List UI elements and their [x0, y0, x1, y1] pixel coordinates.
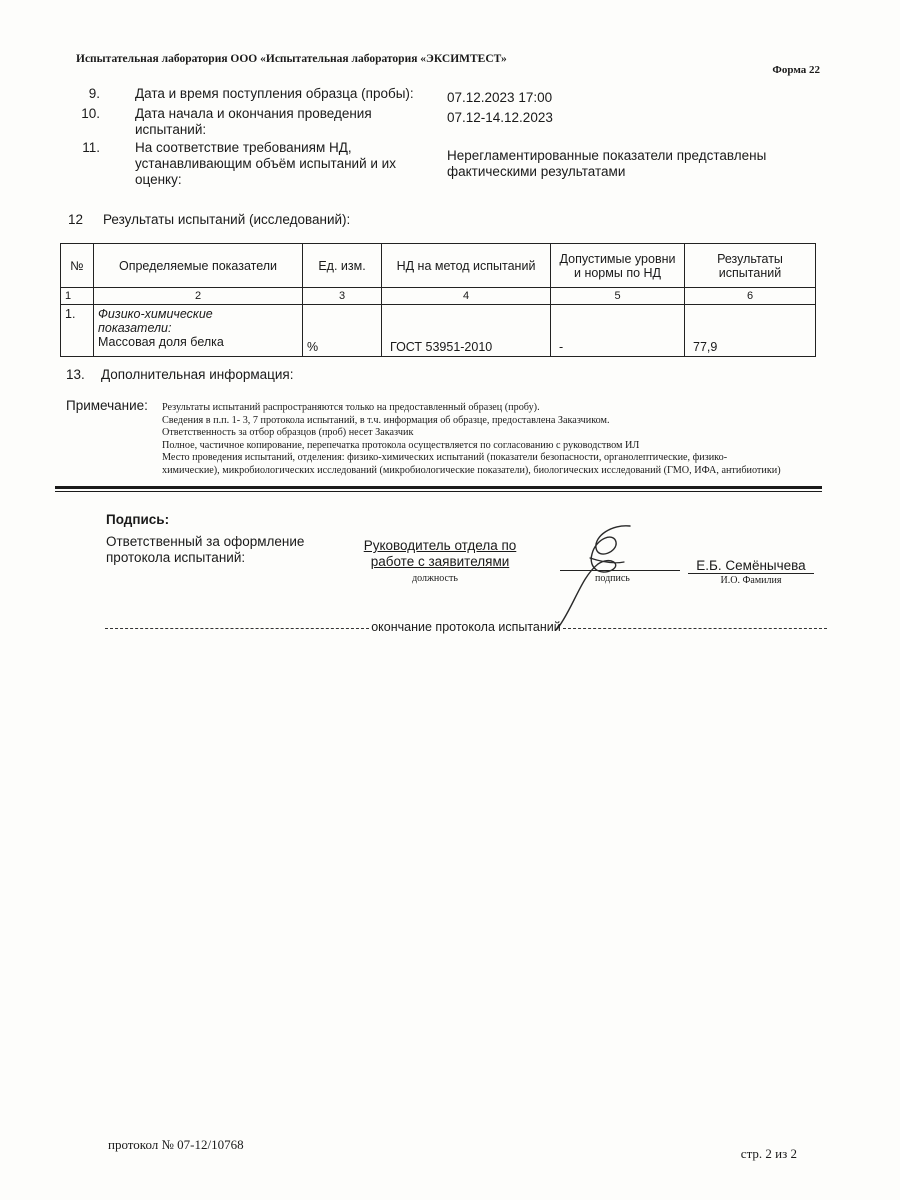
row-number: 1. [61, 305, 94, 357]
lab-header: Испытательная лаборатория ООО «Испытательная лаборатория «ЭКСИМТЕСТ» [76, 53, 507, 65]
item-9-value: 07.12.2023 17:00 [447, 90, 553, 105]
additional-number: 13. [66, 367, 85, 382]
item-number: 9. [88, 86, 100, 101]
end-text: окончание протокола испытаний [371, 620, 561, 634]
position-value: Руководитель отдела по работе с заявителями [363, 538, 517, 569]
header-cell: № [61, 244, 94, 288]
header-cell: Определяемые показатели [94, 244, 303, 288]
item-label: Дата начала и окончания проведения испытаний: [135, 106, 372, 137]
note-line: Сведения в п.п. 1- 3, 7 протокола испытаний, в т.ч. информация об образце, предоставлена Заказчиком. [162, 414, 610, 426]
item-number: 11. [82, 140, 100, 155]
signature-caption: подпись [595, 573, 630, 584]
signature-title: Подпись: [106, 512, 170, 527]
form-number: Форма 22 [772, 64, 820, 76]
name-line [688, 573, 814, 574]
divider [55, 491, 822, 492]
item-9 [88, 86, 430, 102]
results-number: 12 [68, 212, 84, 227]
colnum-cell: 1 [61, 288, 94, 305]
row-method: ГОСТ 53951-2010 [382, 305, 551, 357]
note-label: Примечание: [66, 398, 148, 413]
colnum-cell: 2 [94, 288, 303, 305]
row-result: 77,9 [685, 305, 816, 357]
note-line: Результаты испытаний распространяются только на предоставленный образец (пробу). [162, 402, 540, 413]
note-line: Полное, частичное копирование, перепечатка протокола осуществляется по согласованию с руководством ИЛ [162, 439, 640, 451]
row-indicator [94, 305, 303, 357]
item-10-value: 07.12-14.12.2023 [447, 110, 553, 125]
row-unit: % [303, 305, 382, 357]
name-caption: И.О. Фамилия [720, 575, 782, 586]
table-header-row [61, 244, 816, 288]
header-cell: Результаты испытаний [685, 244, 816, 288]
signer-name: Е.Б. Семёнычева [696, 558, 806, 573]
colnum-cell: 4 [382, 288, 551, 305]
table-colnum-row [61, 288, 816, 305]
item-10 [81, 106, 400, 138]
note-line: Ответственность за отбор образцов (проб) несет Заказчик [162, 427, 414, 439]
header-cell: Допустимые уровни и нормы по НД [551, 244, 685, 288]
header-cell: НД на метод испытаний [382, 244, 551, 288]
results-table [60, 243, 816, 357]
item-11-value: Нерегламентированные показатели представлены фактическими результатами [447, 148, 767, 179]
dash-fill-right [563, 628, 827, 629]
divider [55, 486, 822, 489]
position-caption: должность [412, 573, 458, 584]
end-of-protocol [105, 620, 827, 634]
colnum-cell: 5 [551, 288, 685, 305]
footer-protocol: протокол № 07-12/10768 [108, 1137, 244, 1152]
table-row [61, 305, 816, 357]
handwritten-signature [552, 518, 642, 633]
additional-heading: Дополнительная информация: [101, 367, 294, 382]
header-cell: Ед. изм. [303, 244, 382, 288]
colnum-cell: 6 [685, 288, 816, 305]
responsible-label: Ответственный за оформление протокола испытаний: [106, 534, 305, 565]
note-line: Место проведения испытаний, отделения: физико-химических испытаний (показатели безопасности, органолептические, физико-химические), микробиологических исследований (микробиологические показатели), биологических исследований (ГМО, ИФА, антибиотики) [162, 452, 781, 476]
item-label: На соответствие требованиям НД, устанавливающим объём испытаний и их оценку: [135, 140, 396, 187]
colnum-cell: 3 [303, 288, 382, 305]
item-label: Дата и время поступления образца (пробы): [135, 86, 414, 101]
footer-page: стр. 2 из 2 [740, 1146, 797, 1161]
row-norm: - [551, 305, 685, 357]
results-heading: Результаты испытаний (исследований): [103, 212, 351, 227]
indicator-name: Массовая доля белка [98, 335, 224, 349]
item-11 [82, 140, 410, 188]
note-text [162, 402, 782, 478]
dash-fill-left [105, 628, 369, 629]
item-number: 10. [81, 106, 100, 121]
indicator-group: Физико-химические показатели: [98, 307, 213, 335]
